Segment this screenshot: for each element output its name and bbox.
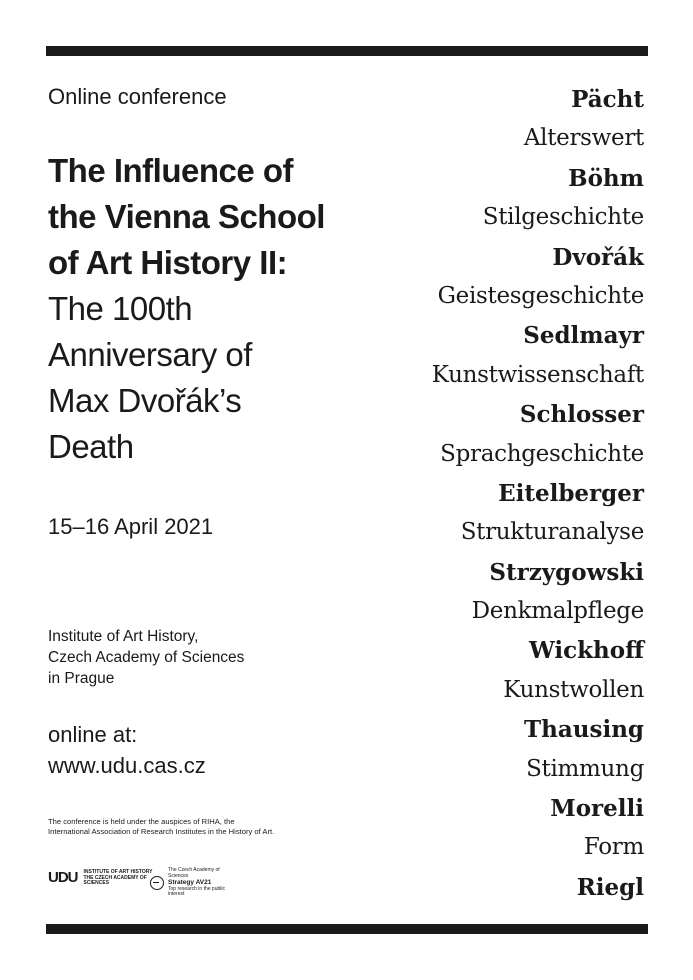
- historian-name: Riegl: [576, 873, 644, 901]
- concept-term: Sprachgeschichte: [440, 440, 644, 467]
- historian-name: Dvořák: [552, 243, 644, 271]
- title-line: of Art History II:: [48, 244, 288, 281]
- concept-term: Form: [583, 834, 644, 861]
- strategy-name: Strategy AV21: [168, 879, 212, 886]
- concept-term: Strukturanalyse: [460, 519, 644, 546]
- strategy-tagline: Top research in the public interest: [168, 885, 225, 897]
- online-info: [48, 719, 206, 781]
- terms-column: [432, 80, 644, 907]
- organizer: [48, 626, 244, 689]
- organizer-line: in Prague: [48, 670, 115, 687]
- online-label: online at:: [48, 722, 138, 747]
- title-line: the Vienna School: [48, 198, 325, 235]
- strategy-emblem-icon: [150, 876, 164, 890]
- institute-logo-mark: UDU: [48, 869, 78, 887]
- concept-term: Geistesgeschichte: [437, 282, 644, 309]
- subtitle-line: Anniversary of: [48, 336, 252, 373]
- event-type: Online conference: [48, 84, 227, 109]
- subtitle-line: Max Dvořák’s: [48, 382, 242, 419]
- concept-term: Alterswert: [523, 125, 644, 152]
- concept-term: Denkmalpflege: [471, 598, 644, 625]
- top-rule: [46, 46, 648, 56]
- concept-term: Stimmung: [526, 755, 644, 782]
- historian-name: Böhm: [568, 164, 644, 192]
- historian-name: Thausing: [524, 716, 644, 744]
- strategy-logo-text: [168, 868, 238, 898]
- organizer-line: Czech Academy of Sciences: [48, 649, 245, 666]
- website-link[interactable]: www.udu.cas.cz: [48, 753, 206, 778]
- bottom-rule: [46, 924, 648, 934]
- historian-name: Wickhoff: [528, 637, 644, 665]
- event-dates: 15–16 April 2021: [48, 514, 214, 539]
- institute-logo: [48, 870, 154, 887]
- title-line: The Influence of: [48, 152, 294, 189]
- logos: [48, 867, 288, 897]
- historian-name: Morelli: [550, 795, 644, 823]
- concept-term: Stilgeschichte: [482, 204, 644, 231]
- historian-name: Sedlmayr: [523, 322, 644, 350]
- subtitle-line: Death: [48, 428, 134, 465]
- historian-name: Eitelberger: [498, 479, 644, 507]
- concept-term: Kunstwissenschaft: [431, 361, 644, 388]
- institute-logo-text: INSTITUTE OF ART HISTORY THE CZECH ACADEMY OF SCIENCES: [83, 869, 153, 886]
- auspices-note: The conference is held under the auspices of RIHA, the International Association of Research Institutes in the History of Art.: [48, 817, 275, 836]
- conference-title: [48, 148, 408, 470]
- concept-term: Kunstwollen: [503, 676, 644, 703]
- organizer-line: Institute of Art History,: [48, 628, 199, 645]
- historian-name: Strzygowski: [489, 558, 644, 586]
- strategy-top-text: The Czech Academy of Sciences: [168, 867, 220, 879]
- historian-name: Pächt: [571, 86, 644, 113]
- historian-name: Schlosser: [519, 401, 644, 429]
- strategy-logo: [150, 868, 238, 898]
- subtitle-line: The 100th: [48, 290, 193, 327]
